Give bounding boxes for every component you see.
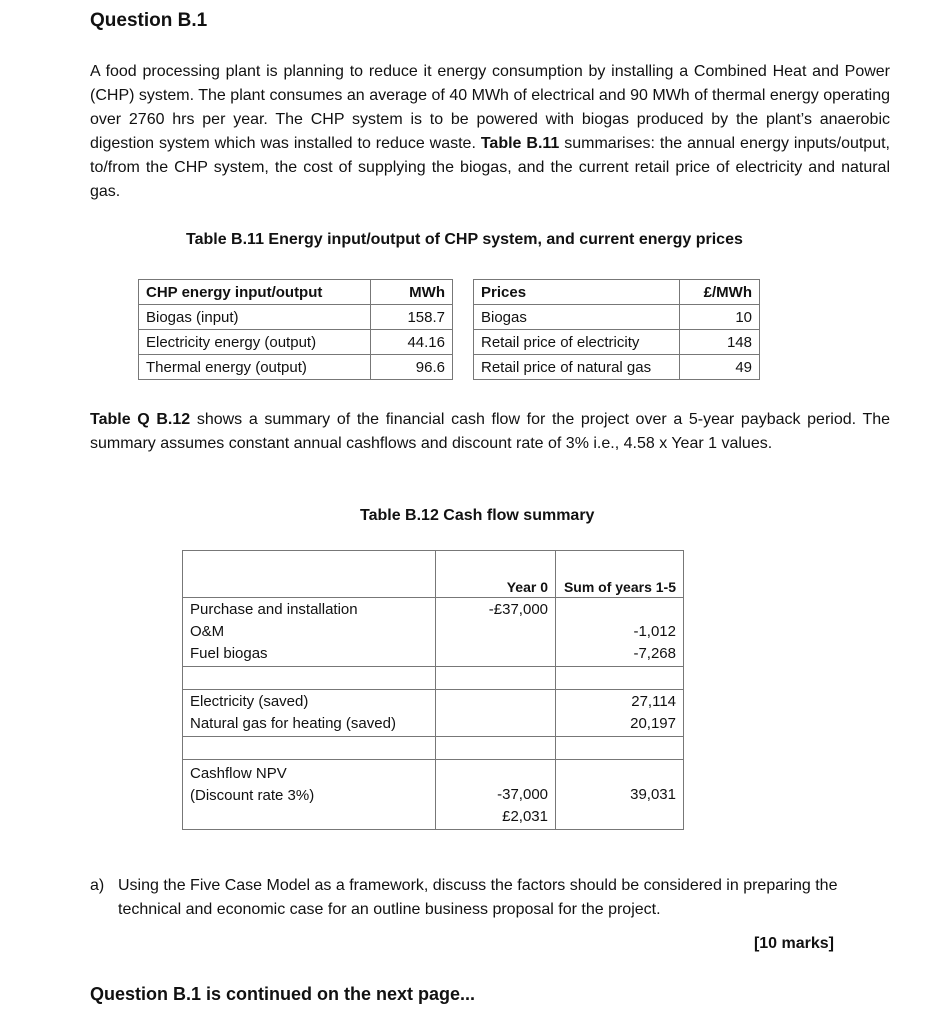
table-header-cell: Sum of years 1-5 <box>556 551 684 598</box>
table-row <box>474 330 760 355</box>
cell-value <box>563 599 676 621</box>
table-header-cell: MWh <box>371 280 453 305</box>
table-row <box>183 737 684 760</box>
table-row <box>474 280 760 305</box>
table-cell <box>436 598 556 667</box>
table-cell: Biogas <box>474 305 680 330</box>
table-cell <box>183 690 436 737</box>
table-header-cell: Year 0 <box>436 551 556 598</box>
cell-value: £2,031 <box>502 808 548 825</box>
table-row <box>183 760 684 830</box>
table-b12-caption: Table B.12 Cash flow summary <box>360 507 595 524</box>
table-header-cell: Prices <box>474 280 680 305</box>
cell-value: 39,031 <box>630 786 676 803</box>
table-row <box>139 280 453 305</box>
cell-value: -1,012 <box>633 623 676 640</box>
cell-value: 27,114 <box>631 693 676 710</box>
table-cell: Thermal energy (output) <box>139 355 371 380</box>
table-row <box>183 551 684 598</box>
row-label: Fuel biogas <box>190 645 268 662</box>
table-cell <box>436 760 556 830</box>
intro-text-1: A food processing plant is planning to reduce it energy consumption by installing a Combined Heat and Power (CHP) system. The plant consumes an average of 40 MWh of electrical and 90 MWh of thermal energy operating over 2760 hrs per year. The CHP system is to be powered with biogas produced by the plant’s anaerobic digestion system which was installed to reduce waste. <box>90 63 890 152</box>
cell-value: -£37,000 <box>488 601 548 618</box>
cell-value <box>443 621 548 643</box>
question-a-text: Using the Five Case Model as a framework, discuss the factors should be considered in preparing the technical and economic case for an outline business proposal for the project. <box>118 877 838 918</box>
table-cell: 148 <box>680 330 760 355</box>
cell-value: -7,268 <box>633 645 676 662</box>
table-header-cell <box>183 551 436 598</box>
table-cell: Retail price of natural gas <box>474 355 680 380</box>
question-a-letter: a) <box>90 877 105 894</box>
table-b11-prices <box>473 279 760 380</box>
table-cell <box>556 667 684 690</box>
table-b11-caption: Table B.11 Energy input/output of CHP system, and current energy prices <box>186 231 743 248</box>
table-cell: Biogas (input) <box>139 305 371 330</box>
intro-text-2: summarises: the annual energy inputs/output, to/from the CHP system, the cost of supplying the biogas, and the current retail price of electricity and natural gas. <box>90 135 890 200</box>
table-cell <box>556 598 684 667</box>
question-a <box>90 874 838 918</box>
table-row <box>139 355 453 380</box>
table-cell <box>556 760 684 830</box>
table-header-cell: £/MWh <box>680 280 760 305</box>
table-row <box>474 305 760 330</box>
table-b11-energy <box>138 279 453 380</box>
table-cell: 49 <box>680 355 760 380</box>
cashflow-table-ref: Table Q B.12 <box>90 411 191 428</box>
cell-value <box>443 643 548 665</box>
table-row <box>139 305 453 330</box>
table-cell: 10 <box>680 305 760 330</box>
table-cell: 44.16 <box>371 330 453 355</box>
table-cell <box>556 737 684 760</box>
table-cell: 158.7 <box>371 305 453 330</box>
row-label: O&M <box>190 623 225 640</box>
row-label: Electricity (saved) <box>190 693 309 710</box>
table-cell <box>183 598 436 667</box>
row-label: (Discount rate 3%) <box>190 787 315 804</box>
table-cell <box>556 690 684 737</box>
row-label: Purchase and installation <box>190 601 358 618</box>
cell-value: 20,197 <box>630 715 676 732</box>
table-cell <box>183 760 436 830</box>
table-cell: Retail price of electricity <box>474 330 680 355</box>
intro-table-ref: Table B.11 <box>480 135 560 152</box>
question-heading: Question B.1 <box>90 10 208 31</box>
table-row <box>183 690 684 737</box>
table-cell: Electricity energy (output) <box>139 330 371 355</box>
cell-value: -37,000 <box>497 786 548 803</box>
table-row <box>139 330 453 355</box>
table-cell <box>436 690 556 737</box>
table-cell <box>183 737 436 760</box>
table-row <box>183 667 684 690</box>
table-cell <box>436 737 556 760</box>
table-cell: 96.6 <box>371 355 453 380</box>
table-cell <box>183 667 436 690</box>
table-row <box>183 598 684 667</box>
intro-paragraph <box>90 60 890 204</box>
cashflow-text: shows a summary of the financial cash flow for the project over a 5-year payback period. The summary assumes constant annual cashflows and discount rate of 3% i.e., 4.58 x Year 1 values. <box>90 411 891 452</box>
marks-label: [10 marks] <box>753 935 834 952</box>
table-cell <box>436 667 556 690</box>
table-row <box>474 355 760 380</box>
continued-note: Question B.1 is continued on the next page... <box>90 984 476 1004</box>
cashflow-paragraph <box>90 408 890 456</box>
row-label: Cashflow NPV <box>190 765 287 782</box>
table-b12-cashflow <box>182 550 684 830</box>
table-header-cell: CHP energy input/output <box>139 280 371 305</box>
row-label: Natural gas for heating (saved) <box>190 715 396 732</box>
